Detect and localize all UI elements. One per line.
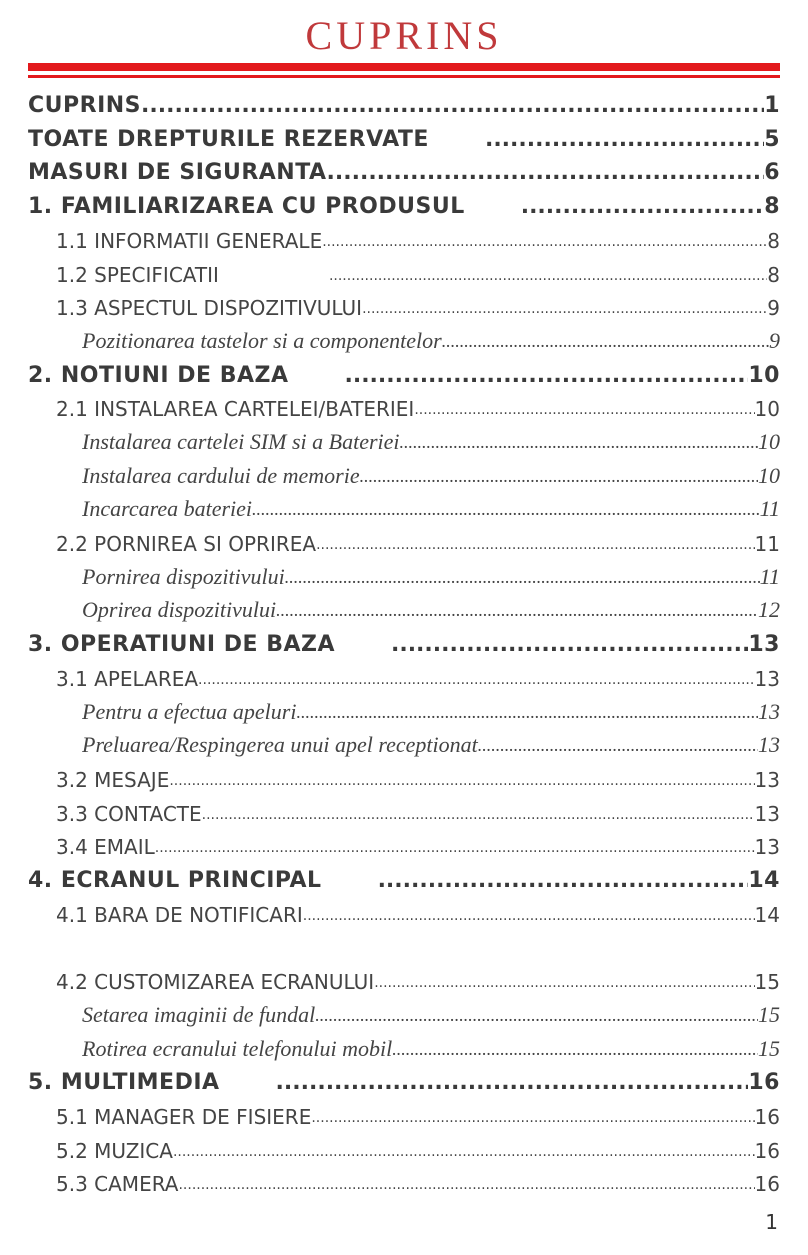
toc-entry-label: Pornirea dispozitivului [82, 564, 285, 589]
toc-entry-page: 10 [758, 429, 780, 454]
toc-entry[interactable] [56, 219, 780, 253]
toc-dot-leader [202, 792, 755, 826]
toc-entry-label: 5. MULTIMEDIA [28, 1070, 220, 1095]
toc-entry-label: Oprirea dispozitivului [82, 597, 277, 622]
toc-entry-label: Rotirea ecranului telefonului mobil [82, 1036, 393, 1061]
toc-entry-label: Incarcarea bateriei [82, 496, 253, 521]
toc-entry[interactable] [56, 825, 780, 859]
toc-entry-page: 13 [754, 667, 780, 691]
toc-entry-page: 13 [758, 699, 780, 724]
toc-dot-leader [442, 320, 769, 354]
toc-entry[interactable] [82, 320, 780, 354]
toc-entry-page: 11 [754, 532, 780, 556]
toc-dot-leader [329, 253, 767, 287]
toc-entry-label: 4. ECRANUL PRINCIPAL [28, 868, 322, 893]
toc-entry[interactable] [28, 623, 780, 657]
toc-entry[interactable] [56, 893, 780, 927]
toc-dot-leader [400, 421, 758, 455]
toc-entry-page: 6 [764, 160, 780, 185]
toc-dot-leader [322, 219, 767, 253]
toc-entry-page: 5 [764, 127, 780, 152]
toc-dot-leader [276, 1061, 749, 1095]
toc-entry-label: TOATE DREPTURILE REZERVATE [28, 127, 429, 152]
toc-dot-leader [169, 758, 754, 792]
toc-entry-label: 1.2 SPECIFICATII [56, 263, 219, 287]
toc-entry[interactable] [56, 1162, 780, 1196]
toc-dot-leader [374, 960, 754, 994]
toc-entry[interactable] [56, 758, 780, 792]
header-rule-thin [28, 75, 780, 78]
toc-entry-page: 10 [748, 363, 780, 388]
toc-entry[interactable] [82, 556, 780, 590]
toc-entry-page: 15 [758, 1036, 780, 1061]
toc-entry[interactable] [28, 118, 780, 152]
toc-dot-leader [311, 1095, 754, 1129]
toc-dot-leader [141, 84, 764, 118]
toc-entry-page: 13 [754, 768, 780, 792]
toc-entry-page: 11 [759, 496, 780, 521]
toc-entry-page: 16 [754, 1139, 780, 1163]
toc-dot-leader [276, 589, 758, 623]
toc-entry-page: 13 [748, 632, 780, 657]
toc-dot-leader [316, 522, 754, 556]
toc-dot-leader [378, 859, 749, 893]
toc-entry-page: 9 [769, 328, 780, 353]
toc-entry-page: 8 [767, 263, 780, 287]
toc-dot-leader [285, 556, 760, 590]
toc-entry-page: 1 [764, 93, 780, 118]
toc-dot-leader [252, 488, 760, 522]
toc-dot-leader [414, 387, 754, 421]
toc-entry-label: 1.3 ASPECTUL DISPOZITIVULUI [56, 296, 363, 320]
toc-entry[interactable] [82, 455, 780, 489]
toc-entry[interactable] [56, 522, 780, 556]
toc-entry-label: 1. FAMILIARIZAREA CU PRODUSUL [28, 194, 465, 219]
toc-entry[interactable] [56, 1095, 780, 1129]
toc-dot-leader [362, 286, 767, 320]
toc-dot-leader [315, 994, 758, 1028]
toc-entry[interactable] [28, 354, 780, 388]
toc-entry-label: CUPRINS [28, 93, 142, 118]
toc-entry-page: 12 [758, 597, 780, 622]
toc-entry[interactable] [56, 286, 780, 320]
toc-dot-leader [178, 1162, 754, 1196]
toc-entry-label: 3.1 APELAREA [56, 667, 199, 691]
toc-dot-leader [360, 455, 758, 489]
toc-entry-page: 16 [754, 1105, 780, 1129]
toc-entry[interactable] [82, 994, 780, 1028]
toc-entry-label: 2.2 PORNIREA SI OPRIREA [56, 532, 317, 556]
toc-dot-leader [296, 691, 758, 725]
toc-entry[interactable] [56, 387, 780, 421]
toc-entry-label: 5.1 MANAGER DE FISIERE [56, 1105, 312, 1129]
toc-entry[interactable] [28, 84, 780, 118]
toc-entry-label: 2.1 INSTALAREA CARTELEI/BATERIEI [56, 397, 415, 421]
toc-entry-page: 8 [764, 194, 780, 219]
toc-entry-label: 5.2 MUZICA [56, 1139, 173, 1163]
toc-entry-page: 10 [754, 397, 780, 421]
toc-entry-page: 16 [748, 1070, 780, 1095]
toc-dot-leader [485, 118, 764, 152]
page-title: CUPRINS [305, 13, 503, 58]
toc-entry[interactable] [56, 960, 780, 994]
toc-entry-page: 14 [754, 903, 780, 927]
toc-dot-leader [392, 1028, 758, 1062]
toc-dot-leader [391, 623, 748, 657]
toc-entry[interactable] [28, 151, 780, 185]
toc-entry-page: 16 [754, 1172, 780, 1196]
toc-entry-label: 3.2 MESAJE [56, 768, 170, 792]
toc-entry-label: Setarea imaginii de fundal [82, 1002, 316, 1027]
toc-entry-page: 8 [767, 229, 780, 253]
toc-dot-leader [303, 893, 755, 927]
toc-entry[interactable] [82, 691, 780, 725]
toc-entry[interactable] [82, 589, 780, 623]
toc-entry[interactable] [82, 724, 780, 758]
toc-entry-page: 13 [758, 732, 780, 757]
toc-dot-leader [478, 724, 758, 758]
toc-entry-label: Pentru a efectua apeluri [82, 699, 297, 724]
toc-entry[interactable] [82, 488, 780, 522]
toc-entry-label: 3.4 EMAIL [56, 835, 155, 859]
toc-entry-label: Pozitionarea tastelor si a componentelor [82, 328, 442, 353]
toc-entry-label: Instalarea cardului de memorie [82, 463, 360, 488]
toc-entry[interactable] [82, 421, 780, 455]
toc-dot-leader [327, 151, 765, 185]
header-rule-thick [28, 63, 780, 71]
toc-entry-label: 5.3 CAMERA [56, 1172, 179, 1196]
page-number: 1 [765, 1210, 778, 1234]
toc-entry-page: 10 [758, 463, 780, 488]
toc-entry-page: 13 [754, 802, 780, 826]
toc-entry-label: 2. NOTIUNI DE BAZA [28, 363, 289, 388]
toc-entry-page: 13 [754, 835, 780, 859]
toc-entry-page: 15 [754, 970, 780, 994]
toc-entry-label: 3. OPERATIUNI DE BAZA [28, 632, 335, 657]
toc-entry-label: 3.3 CONTACTE [56, 802, 202, 826]
toc-entry[interactable] [82, 1028, 780, 1062]
toc-entry[interactable] [56, 253, 780, 287]
toc-entry-page: 15 [758, 1002, 780, 1027]
toc-dot-leader [198, 657, 755, 691]
toc-entry[interactable] [56, 1129, 780, 1163]
toc-entry-label: 1.1 INFORMATII GENERALE [56, 229, 323, 253]
toc-entry-label: 4.1 BARA DE NOTIFICARI [56, 903, 303, 927]
toc-dot-leader [521, 185, 764, 219]
toc-dot-leader [344, 354, 748, 388]
toc-entry-label: 4.2 CUSTOMIZAREA ECRANULUI [56, 970, 375, 994]
toc-entry-label: Preluarea/Respingerea unui apel receptionat [82, 732, 478, 757]
toc-entry[interactable] [28, 185, 780, 219]
toc-dot-leader [155, 825, 755, 859]
toc-entry-label: Instalarea cartelei SIM si a Bateriei [82, 429, 400, 454]
toc-entry[interactable] [56, 792, 780, 826]
toc-entry-page: 9 [767, 296, 780, 320]
toc-entry-page: 11 [759, 564, 780, 589]
toc-entry[interactable] [56, 657, 780, 691]
toc-entry-label: MASURI DE SIGURANTA [28, 160, 327, 185]
toc-entry-page: 14 [748, 868, 780, 893]
toc-dot-leader [173, 1129, 755, 1163]
toc-entry[interactable] [28, 1061, 780, 1095]
toc-entry[interactable] [28, 859, 780, 893]
